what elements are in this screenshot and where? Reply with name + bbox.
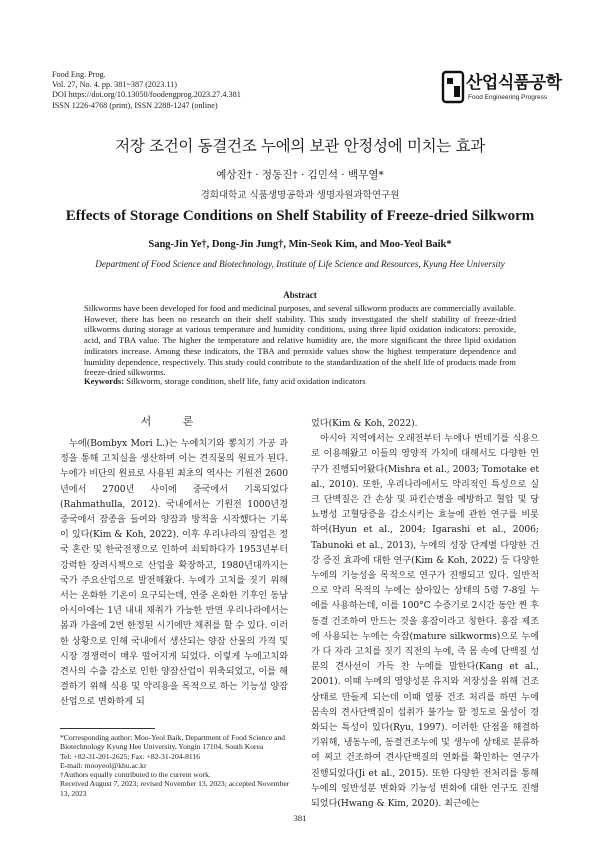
paragraph: 아시아 지역에서는 오래전부터 누에나 번데기를 식용으로 이용해왔고 이들의 영양적 가치에 대해서도 다양한 연구가 진행되어왔다(Mishra et al., 2003; Tomotake et al., 2010). 또한, 우리나라에서도 약리적인 특성으로 실크 단백질은 간 손상 및 파킨슨병을 예방하고 혈압 및 당뇨병성 고혈당증을 감소시키는 효능에 관한 연구를 비롯하여(Hyun et al., 2004; Igarashi et al., 2006; Tabunoki et al., 2013), 누에의 성장 단계별 다양한 건강 증진 효과에 대한 연구(Kim & Koh, 2022) 등 다양한 누에의 기능성을 목적으로 연구가 진행되고 있다. 일반적으로 약리 목적의 누에는 살아있는 상태의 5령 7-8일 누에를 사용하는데, 이를 100°C 수증기로 2시간 동안 찐 후 동결 건조하여 만드는 것을 홍잠이라고 칭한다. 홍잠 제조에 사용되는 누에는 숙잠(mature silkworms)으로 누에가 다 자라 고치를 짓기 직전의 누에, 즉 몸 속에 단백질 성분의 견사선이 가득 찬 누에를 말한다(Kang et al., 2001). 이때 누에의 영양성분 유지와 저장성을 위해 건조상태로 만들게 되는데 이때 열풍 건조 처리를 하면 누에 몸속의 견사단백질이 섭취가 불가능 할 정도로 물성이 경화되는 특성이 있다(Ryu, 1997). 이러한 단점을 해결하기위해, 냉동누에, 동결건조누에 및 생누에 상태로 분류하여 찌고 건조하여 견사단백질의 연화를 확인하는 연구가 진행되었다(Ji et al., 2015). 또한 다양한 전처리를 통해 누에의 일반성분 변화와 기능성 변화에 대한 연구도 진행되었다(Hwang & Kim, 2020). 최근에는 <box>311 434 539 810</box>
abstract-heading: Abstract <box>283 290 317 300</box>
paragraph: 었다(Kim & Koh, 2022). <box>311 419 418 429</box>
footnote-equal-contribution: †Authors equally contributed to the current work. <box>60 770 211 780</box>
title-korean: 저장 조건이 동결건조 누에의 보관 안정성에 미치는 효과 <box>115 137 485 155</box>
footnote-divider <box>60 728 155 729</box>
journal-name: Food Eng. Prog. <box>52 70 106 79</box>
journal-logo <box>441 68 562 110</box>
keywords <box>84 376 516 386</box>
logo-title: 산업식품공학 <box>466 73 562 93</box>
footnote-email[interactable]: E-mail: mooyeol@khu.ac.kr <box>60 760 147 770</box>
affiliation-english: Department of Food Science and Biotechnology, Institute of Life Science and Resources, Kyung Hee University <box>95 259 505 269</box>
keywords-label: Keywords: <box>84 376 125 386</box>
left-column <box>60 437 288 711</box>
right-column <box>311 417 539 812</box>
journal-meta <box>52 70 241 111</box>
footnotes <box>60 733 292 798</box>
journal-doi[interactable]: DOI https://doi.org/10.13050/foodengprog.2023.27.4.381 <box>52 90 241 100</box>
paragraph: 누에(Bombyx Mori L.)는 누에치기와 뽕치기 가공 과정을 통해 고치실을 생산하며 이는 견직물의 원료가 된다. 누에가 비단의 원료로 사용된 최초의 역사는 기원전 2600년에서 2700년 사이에 중국에서 기록되었다(Rahmathulla, 2012). 국내에서는 기원전 1000년경 중국에서 잠종을 들여와 양잠과 방적을 시작했다는 기록이 있다(Kim & Koh, 2022). 이후 우리나라의 잠업은 정국 혼란 및 한국전쟁으로 인하여 쇠퇴하다가 1953년부터 강력한 장려시책으로 산업을 확장하고, 1980년대까지는 국가 주요산업으로 발전해왔다. 누에가 고치를 짓기 위해서는 온화한 기온이 요구되는데, 연중 온화한 기후인 동남아시아에는 1년 내내 채취가 가능한 반면 우리나라에서는 봄과 가을에 2번 한정된 시기에만 채취를 할 수 있다. 이러한 상황으로 인해 국내에서 생산되는 양잠 산물의 가격 및 시장 경쟁력이 매우 떨어지게 되었다. 이렇게 누에고치와 견사의 수출 감소로 인한 양잠산업이 위축되었고, 이를 해결하기 위해 식용 및 약리용을 목적으로 하는 기능성 양잠산업으로 변화하게 되 <box>60 439 288 708</box>
logo-subtitle: Food Engineering Progress <box>468 94 548 101</box>
authors-korean: 예상진† · 정동진† · 김민석 · 백무열* <box>216 169 384 181</box>
keywords-text: Silkworm, storage condition, shelf life, fatty acid oxidation indicators <box>124 376 366 386</box>
footnote-received: Received August 7, 2023; revised November 13, 2023; accepted November 13, 2023 <box>60 779 290 798</box>
journal-issn: ISSN 1226-4768 (print), ISSN 2288-1247 (online) <box>52 100 218 110</box>
authors-english: Sang-Jin Ye†, Dong-Jin Jung†, Min-Seok Kim, and Moo-Yeol Baik* <box>148 239 452 250</box>
affiliation-korean: 경희대학교 식품생명공학과 생명자원과학연구원 <box>200 190 400 201</box>
abstract-body: Silkworms have been developed for food and medicinal purposes, and several silkworm products are commercially available. However, there has been no research on their shelf stability. This study investigated the shelf stability of freeze-dried silkworms during storage at various temperature and humidity conditions, using three lipid oxidation indicators: peroxide, acid, and TBA value. The higher the temperature and relative humidity are, the more significant the three lipid oxidation indicators increase. Among these indicators, the TBA and peroxide values show the highest temperature dependence and humidity dependence, respectively. This study could contribute to the standardization of the shelf life of products made from freeze-dried silkworms. <box>84 303 516 378</box>
title-english: Effects of Storage Conditions on Shelf Stability of Freeze-dried Silkworm <box>65 208 535 224</box>
logo-mark-icon <box>441 70 465 104</box>
section-heading-introduction: 서 론 <box>140 415 208 428</box>
footnote-contact: Tel: +82-31-201-2625; Fax: +82-31-204-8116 <box>60 751 200 761</box>
page-number: 381 <box>293 813 307 823</box>
footnote-corresponding: *Corresponding author: Moo-Yeol Baik, Department of Food Science and Biotechnology Kyung Hee University, Yongin 17104, South Korea <box>60 733 286 752</box>
journal-volume: Vol. 27, No. 4. pp. 381~387 (2023.11) <box>52 80 177 90</box>
